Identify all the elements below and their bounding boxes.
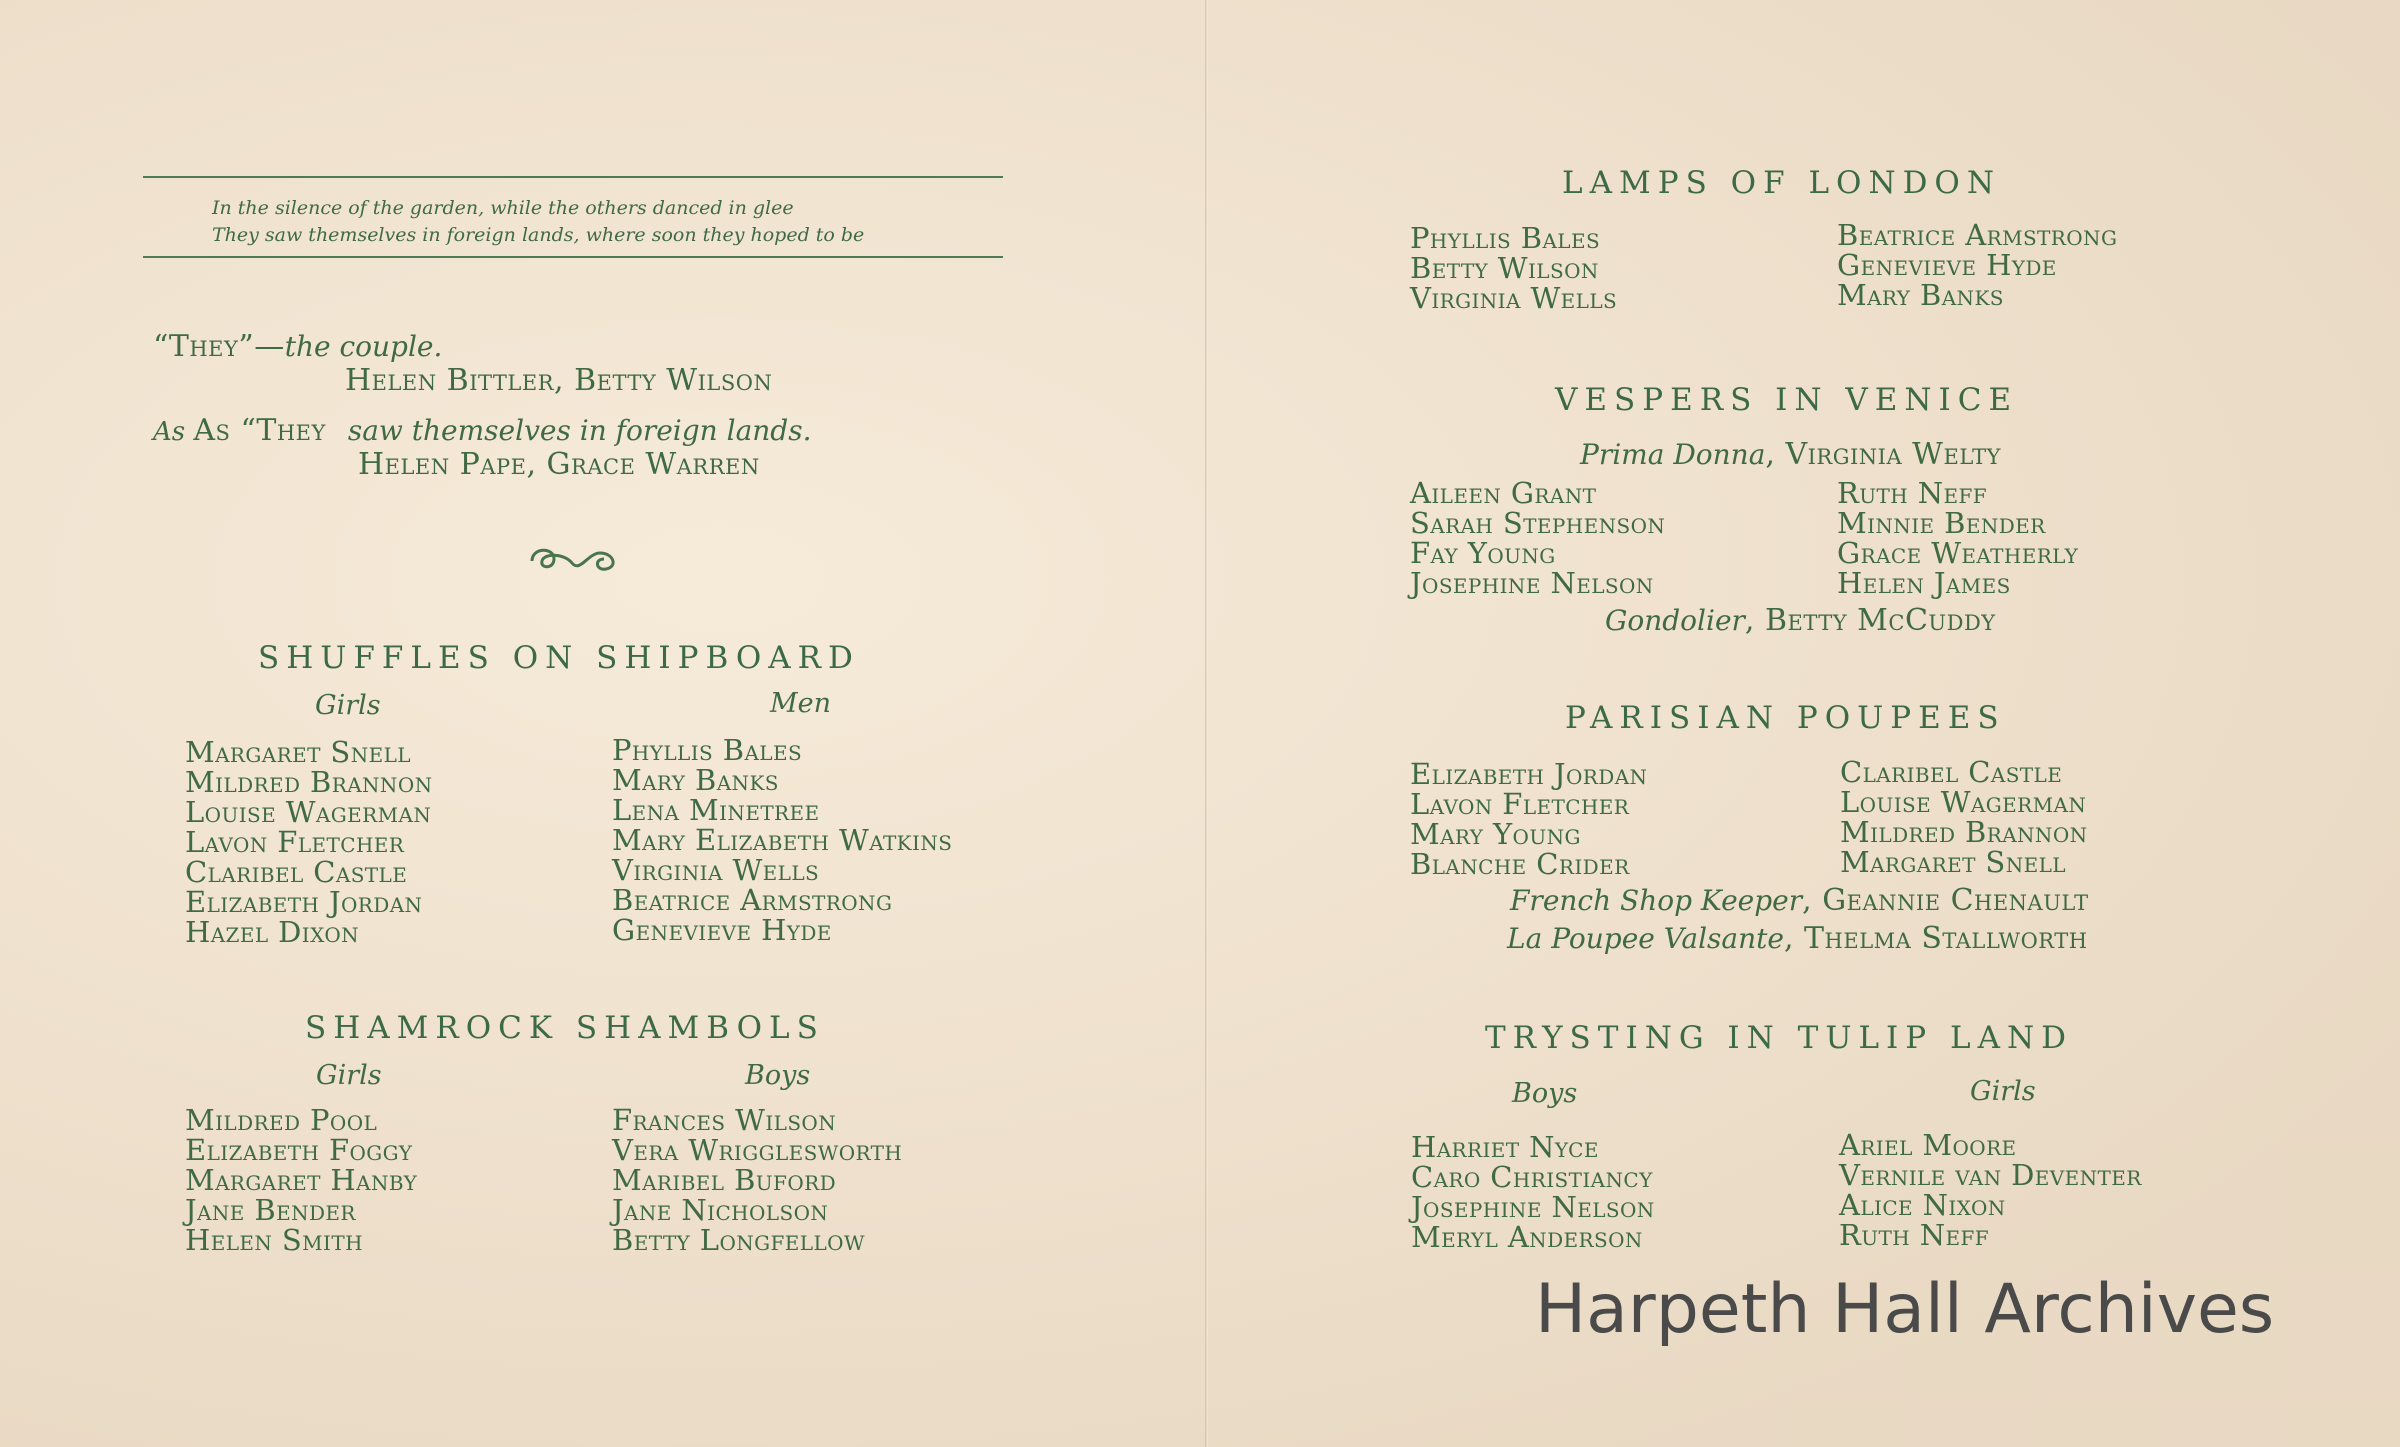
list-item: Vernile van Deventer	[1839, 1158, 2142, 1192]
as-they-names: Helen Pape, Grace Warren	[358, 447, 760, 482]
list-item: Margaret Hanby	[185, 1163, 418, 1197]
list-item: Maribel Buford	[612, 1163, 837, 1197]
list-item: Mary Banks	[1837, 278, 2004, 312]
gondolier-sep: ,	[1744, 603, 1765, 638]
list-item: Genevieve Hyde	[1837, 248, 2057, 282]
list-item: Phyllis Bales	[612, 733, 803, 767]
shuffles-men-list	[612, 735, 952, 945]
list-item: Phyllis Bales	[1410, 221, 1601, 255]
list-item: Josephine Nelson	[1411, 1190, 1655, 1224]
as-word: As	[153, 417, 194, 447]
parisian-col2	[1840, 757, 2088, 877]
list-item: Ruth Neff	[1837, 476, 1988, 510]
list-item: Margaret Snell	[1840, 845, 2066, 879]
list-item: Genevieve Hyde	[612, 913, 832, 947]
lamps-heading: LAMPS OF LONDON	[1562, 165, 2001, 201]
list-item: Harriet Nyce	[1411, 1130, 1599, 1164]
keeper-sep: ,	[1802, 883, 1823, 918]
list-item: Grace Weatherly	[1837, 536, 2079, 570]
list-item: Jane Bender	[185, 1193, 356, 1227]
ornament-flourish-icon	[528, 536, 624, 590]
verse-line-1: In the silence of the garden, while the others danced in glee	[212, 197, 794, 219]
list-item: Mary Young	[1410, 817, 1581, 851]
trysting-boys-head: Boys	[1512, 1078, 1578, 1109]
trysting-girls-head: Girls	[1970, 1076, 2036, 1107]
shuffles-girls-list	[185, 737, 433, 947]
shamrock-boys-head: Boys	[745, 1060, 811, 1091]
as-they-italic: saw themselves in foreign lands.	[347, 414, 812, 447]
prima-name: Virginia Welty	[1785, 437, 2001, 472]
list-item: Jane Nicholson	[612, 1193, 829, 1227]
vespers-col1	[1410, 478, 1665, 598]
shamrock-boys-list	[612, 1105, 902, 1255]
couple-line	[153, 330, 442, 363]
list-item: Aileen Grant	[1410, 476, 1597, 510]
vespers-col2	[1837, 478, 2078, 598]
list-item: Louise Wagerman	[185, 795, 432, 829]
shuffles-men-head: Men	[770, 688, 832, 719]
verse-line-2: They saw themselves in foreign lands, where soon they hoped to be	[212, 224, 865, 246]
prima-role: Prima Donna	[1580, 438, 1766, 471]
list-item: Betty Wilson	[1410, 251, 1599, 285]
list-item: Lavon Fletcher	[1410, 787, 1630, 821]
list-item: Mary Elizabeth Watkins	[612, 823, 953, 857]
vespers-heading: VESPERS IN VENICE	[1555, 382, 2019, 418]
lamps-col1	[1410, 223, 1617, 313]
couple-label-italic: the couple.	[284, 330, 443, 363]
shuffles-girls-head: Girls	[315, 690, 381, 721]
shop-keeper-line	[1510, 884, 2089, 917]
gondolier-name: Betty McCuddy	[1764, 603, 1996, 638]
prima-sep: ,	[1765, 437, 1786, 472]
gondolier-role: Gondolier	[1605, 604, 1745, 637]
list-item: Frances Wilson	[612, 1103, 837, 1137]
list-item: Mary Banks	[612, 763, 779, 797]
keeper-role: French Shop Keeper	[1510, 884, 1803, 917]
list-item: Hazel Dixon	[185, 915, 360, 949]
parisian-col1	[1410, 759, 1647, 879]
list-item: Claribel Castle	[185, 855, 408, 889]
list-item: Blanche Crider	[1410, 847, 1630, 881]
as-they-line	[153, 414, 811, 447]
list-item: Mildred Brannon	[185, 765, 433, 799]
as-they-label: As “They	[193, 413, 326, 448]
list-item: Alice Nixon	[1839, 1188, 2006, 1222]
shamrock-heading: SHAMROCK SHAMBOLS	[305, 1010, 825, 1046]
couple-label: “They”—	[153, 329, 285, 364]
list-item: Josephine Nelson	[1410, 566, 1654, 600]
list-item: Beatrice Armstrong	[612, 883, 893, 917]
trysting-girls-list	[1839, 1130, 2142, 1250]
valsante-role: La Poupee Valsante	[1507, 922, 1784, 955]
list-item: Elizabeth Jordan	[1410, 757, 1648, 791]
archive-watermark: Harpeth Hall Archives	[1535, 1270, 2275, 1349]
list-item: Ruth Neff	[1839, 1218, 1990, 1252]
right-page	[1205, 0, 2400, 1447]
list-item: Beatrice Armstrong	[1837, 218, 2118, 252]
verse-bottom-rule	[143, 256, 1003, 258]
keeper-name: Geannie Chenault	[1822, 883, 2089, 918]
list-item: Sarah Stephenson	[1410, 506, 1666, 540]
list-item: Vera Wrigglesworth	[612, 1133, 903, 1167]
trysting-boys-list	[1411, 1132, 1655, 1252]
list-item: Louise Wagerman	[1840, 785, 2087, 819]
verse-top-rule	[143, 176, 1003, 178]
prima-donna-line	[1580, 438, 2001, 471]
shuffles-heading: SHUFFLES ON SHIPBOARD	[258, 640, 860, 676]
verse-block	[212, 195, 864, 249]
list-item: Mildred Pool	[185, 1103, 378, 1137]
valsante-sep: ,	[1783, 921, 1805, 956]
parisian-heading: PARISIAN POUPEES	[1565, 700, 2006, 736]
list-item: Minnie Bender	[1837, 506, 2046, 540]
list-item: Fay Young	[1410, 536, 1556, 570]
list-item: Virginia Wells	[612, 853, 820, 887]
list-item: Virginia Wells	[1410, 281, 1618, 315]
list-item: Ariel Moore	[1839, 1128, 2017, 1162]
list-item: Helen Smith	[185, 1223, 363, 1257]
trysting-heading: TRYSTING IN TULIP LAND	[1485, 1020, 2073, 1056]
valsante-line	[1507, 922, 2088, 955]
gondolier-line	[1605, 604, 1996, 637]
list-item: Lena Minetree	[612, 793, 820, 827]
couple-names: Helen Bittler, Betty Wilson	[345, 363, 773, 398]
list-item: Mildred Brannon	[1840, 815, 2088, 849]
list-item: Helen James	[1837, 566, 2011, 600]
list-item: Betty Longfellow	[612, 1223, 865, 1257]
list-item: Margaret Snell	[185, 735, 411, 769]
list-item: Elizabeth Foggy	[185, 1133, 413, 1167]
list-item: Meryl Anderson	[1411, 1220, 1643, 1254]
list-item: Lavon Fletcher	[185, 825, 405, 859]
shamrock-girls-list	[185, 1105, 417, 1255]
list-item: Elizabeth Jordan	[185, 885, 423, 919]
list-item: Claribel Castle	[1840, 755, 2063, 789]
valsante-name: Thelma Stallworth	[1804, 921, 2088, 956]
lamps-col2	[1837, 220, 2117, 310]
list-item: Caro Christiancy	[1411, 1160, 1653, 1194]
shamrock-girls-head: Girls	[316, 1060, 382, 1091]
